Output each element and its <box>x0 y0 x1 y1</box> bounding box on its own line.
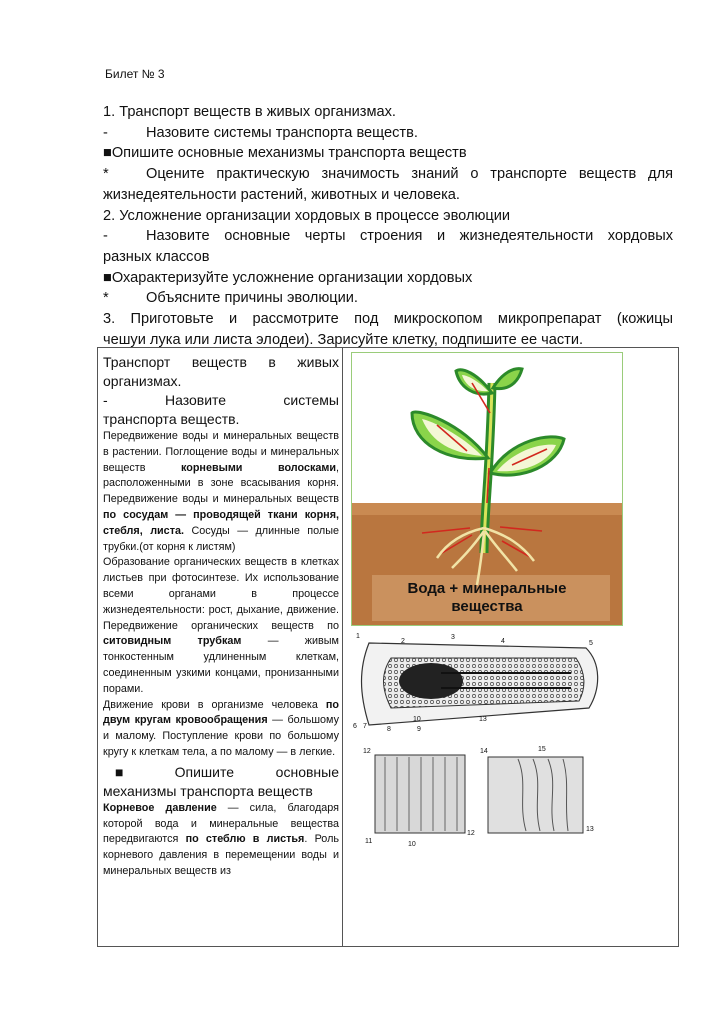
paragraph-root-pressure: Корневое давление — сила, благодаря которой вода и минеральные вещества передвигаются по стеблю в листья. Роль корневого давления в перемещении воды и минеральных веществ из <box>103 801 340 877</box>
root-label: 10 <box>413 716 421 723</box>
question-2-b: ■Охарактеризуйте усложнение организации хордовых <box>103 269 473 286</box>
question-1-a: - Назовите системы транспорта веществ. <box>103 123 673 144</box>
answer-title-cont: организмах. <box>103 373 182 389</box>
subheading-2-cont: механизмы транспорта веществ <box>103 782 313 799</box>
root-label: 3 <box>451 634 455 641</box>
paragraph-blood-circulation: Движение крови в организме человека по двум кругам кровообращения — большому и малому. Поступление крови по большому кругу к клеткам тела, а по малому — в легкие. <box>103 698 339 758</box>
dash-marker: - <box>103 392 108 408</box>
square-marker: ■ <box>115 763 124 780</box>
question-1-b: ■Опишите основные механизмы транспорта веществ <box>103 145 467 162</box>
square-marker: ■ <box>103 269 112 286</box>
subheading-2: ■ Опишите основные <box>103 763 339 782</box>
answer-text-column <box>103 353 339 880</box>
question-2-a-cont: разных классов <box>103 248 210 265</box>
questions-block <box>103 102 673 350</box>
question-3: 3. Приготовьте и рассмотрите под микроскопом микропрепарат (кожицы <box>103 311 673 328</box>
figure-caption-1: Вода + минеральные <box>407 580 567 597</box>
root-label: 5 <box>589 640 593 647</box>
figure-caption-2: вещества <box>451 598 523 615</box>
question-3-cont: чешуи лука или листа элодеи). Зарисуйте клетку, подпишите ее части. <box>103 331 584 348</box>
root-label: 13 <box>479 716 487 723</box>
wood-tissue-illustration-a <box>363 743 483 848</box>
paragraph-organic-transport: Образование органических веществ в клетках листьев при фотосинтезе. Их использование всеми органами в процессе жизнедеятельности: рост, дыхание, движение. Передвижение органических веществ по ситовидным трубкам — живым тонкостенным удлиненным клеткам, соединенным узкими концами, пронизанными порами. <box>103 556 339 695</box>
tissue-label: 10 <box>408 841 416 848</box>
question-2-a: - Назовите основные черты строения и жизнедеятельности хордовых <box>103 226 673 247</box>
root-section-illustration <box>351 633 609 733</box>
leaf-right <box>490 437 564 475</box>
wood-tissue-illustration-b <box>478 743 603 848</box>
tissue-label: 12 <box>467 830 475 837</box>
dash-marker: - <box>103 124 108 141</box>
paragraph-water-transport: Передвижение воды и минеральных веществ в растении. Поглощение воды и минеральных веществ корневыми волосками, расположенными в зоне всасывания корня. Передвижение воды и минеральных веществ по сосудам — проводящей ткани корня, стебля, листа. Сосуды — длинные полые трубки.(от корня к листям) <box>103 430 339 553</box>
subheading-1: - Назовите системы <box>103 392 339 408</box>
plant-transport-illustration <box>351 352 623 626</box>
dash-marker: - <box>103 228 108 245</box>
root-label: 1 <box>356 633 360 640</box>
square-marker: ■ <box>103 145 112 162</box>
subheading-1-cont: транспорта веществ. <box>103 411 240 427</box>
answer-title: Транспорт веществ в живых <box>103 354 339 370</box>
tissue-label: 11 <box>365 838 373 845</box>
answer-table <box>97 347 679 947</box>
question-2: 2. Усложнение организации хордовых в процессе эволюции <box>103 207 511 224</box>
plant-svg <box>352 353 622 625</box>
question-1-c-cont: жизнедеятельности растений, животных и человека. <box>103 186 460 203</box>
column-divider <box>342 348 343 946</box>
tissue-label: 12 <box>363 748 371 755</box>
root-label: 2 <box>401 638 405 645</box>
leaf-top-right <box>493 369 522 389</box>
root-label: 6 <box>353 723 357 730</box>
asterisk-marker: * <box>103 166 109 183</box>
root-label: 7 <box>363 723 367 730</box>
ticket-header: Билет № 3 <box>105 67 165 81</box>
question-2-c: * Объясните причины эволюции. <box>103 288 673 309</box>
root-label: 4 <box>501 638 505 645</box>
leaf-top-left <box>456 370 492 394</box>
asterisk-marker: * <box>103 290 109 307</box>
tissue-label: 15 <box>538 746 546 753</box>
tissue-label: 13 <box>586 826 594 833</box>
tissue-label: 14 <box>480 748 488 755</box>
root-label: 8 <box>387 726 391 733</box>
question-1: 1. Транспорт веществ в живых организмах. <box>103 104 396 120</box>
root-label: 9 <box>417 726 421 733</box>
question-1-c: * Оцените практическую значимость знаний о транспорте веществ для <box>103 164 673 185</box>
